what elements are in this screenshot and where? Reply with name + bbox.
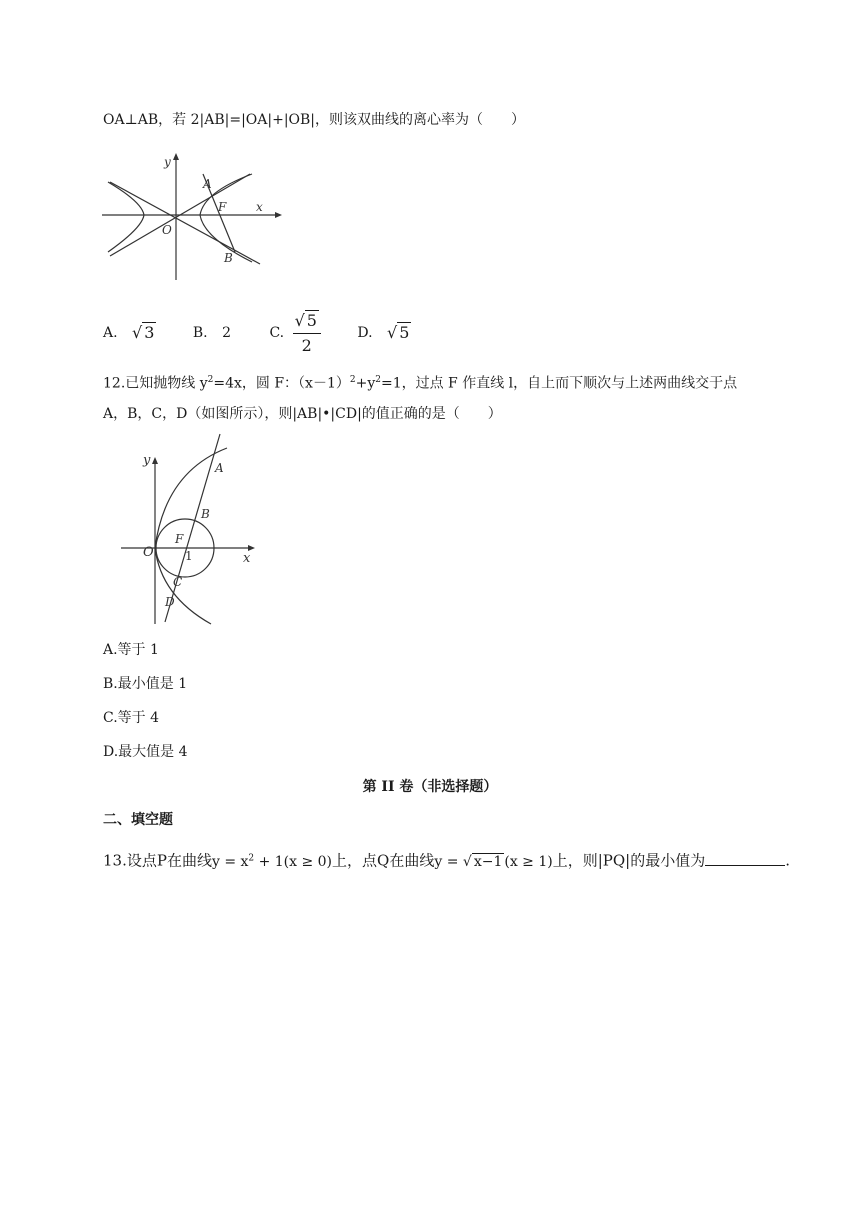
fig1-label-o: O (162, 223, 172, 237)
section-title: 第 II 卷（非选择题） (362, 779, 498, 795)
fig1-label-a: A (203, 177, 212, 191)
fig2-label-y: y (143, 453, 151, 468)
q13-curve-1: $y = x^2 + 1(x \ge 0)$ (211, 853, 333, 870)
q11-options (103, 308, 411, 358)
q12-option-b: B.最小值是 1 (103, 676, 188, 692)
fig2-label-a: A (215, 461, 224, 475)
fig2-y-arrow (152, 457, 158, 464)
fig1-label-f: F (218, 200, 227, 214)
fig1-label-b: B (224, 251, 233, 265)
fig1-label-x: x (256, 200, 263, 214)
q11-option-c-value: $\frac{√ 5}{2}$ (293, 311, 321, 356)
q12-option-d: D.最大值是 4 (103, 744, 188, 760)
parabola-circle-figure (115, 428, 280, 628)
q11-option-d-label: D. (357, 325, 373, 341)
fig2-label-one: 1 (185, 549, 193, 563)
fig1-label-y: y (164, 155, 171, 169)
q12-question-line-1: 12.已知抛物线 $y^2=4x$，圆 F：$(x-1)^2+y^2=1$，过点 F 作直线 l，自上而下顺次与上述两曲线交于点 (103, 375, 738, 392)
q12-question-line-2: A，B，C，D（如图所示），则|AB|•|CD|的值正确的是（ ） (103, 406, 502, 422)
fig1-asymptote-1 (110, 182, 260, 264)
fig2-label-c: C (173, 575, 183, 589)
q12-option-a: A.等于 1 (103, 642, 159, 658)
q13-answer-blank[interactable] (705, 865, 785, 866)
q11-option-a-value: √ 3 (132, 323, 155, 342)
fig1-left-branch (108, 182, 144, 252)
fig2-label-d: D (165, 595, 175, 609)
hyperbola-figure (100, 152, 290, 282)
q11-option-c-label: C. (269, 325, 285, 341)
fig2-label-x: x (243, 551, 251, 566)
q13-question: 13.设点P在曲线$y = x^2 + 1(x \ge 0)$上，点Q在曲线y = √ x−1 (x ≥ 1)上，则|PQ|的最小值为 . (103, 851, 790, 870)
q12-option-c: C.等于 4 (103, 710, 160, 726)
fig1-y-arrow (173, 153, 179, 160)
q11-option-d-value: √ 5 (387, 323, 410, 342)
fig2-line-ad (165, 434, 220, 622)
q11-question-line: OA⊥AB，若 2|AB|=|OA|+|OB|，则该双曲线的离心率为（ ） (103, 112, 526, 128)
part-heading: 二、填空题 (103, 812, 173, 828)
q11-option-b-value: 2 (222, 325, 231, 341)
fig1-x-arrow (275, 212, 282, 218)
q11-option-a-label: A. (103, 325, 118, 341)
fig2-label-f: F (175, 532, 184, 546)
fig2-label-b: B (201, 507, 210, 521)
fig2-label-o: O (143, 545, 154, 560)
q11-option-b-label: B. (192, 325, 208, 341)
q13-curve-2: y = √ x−1 (x ≥ 1) (434, 853, 553, 870)
